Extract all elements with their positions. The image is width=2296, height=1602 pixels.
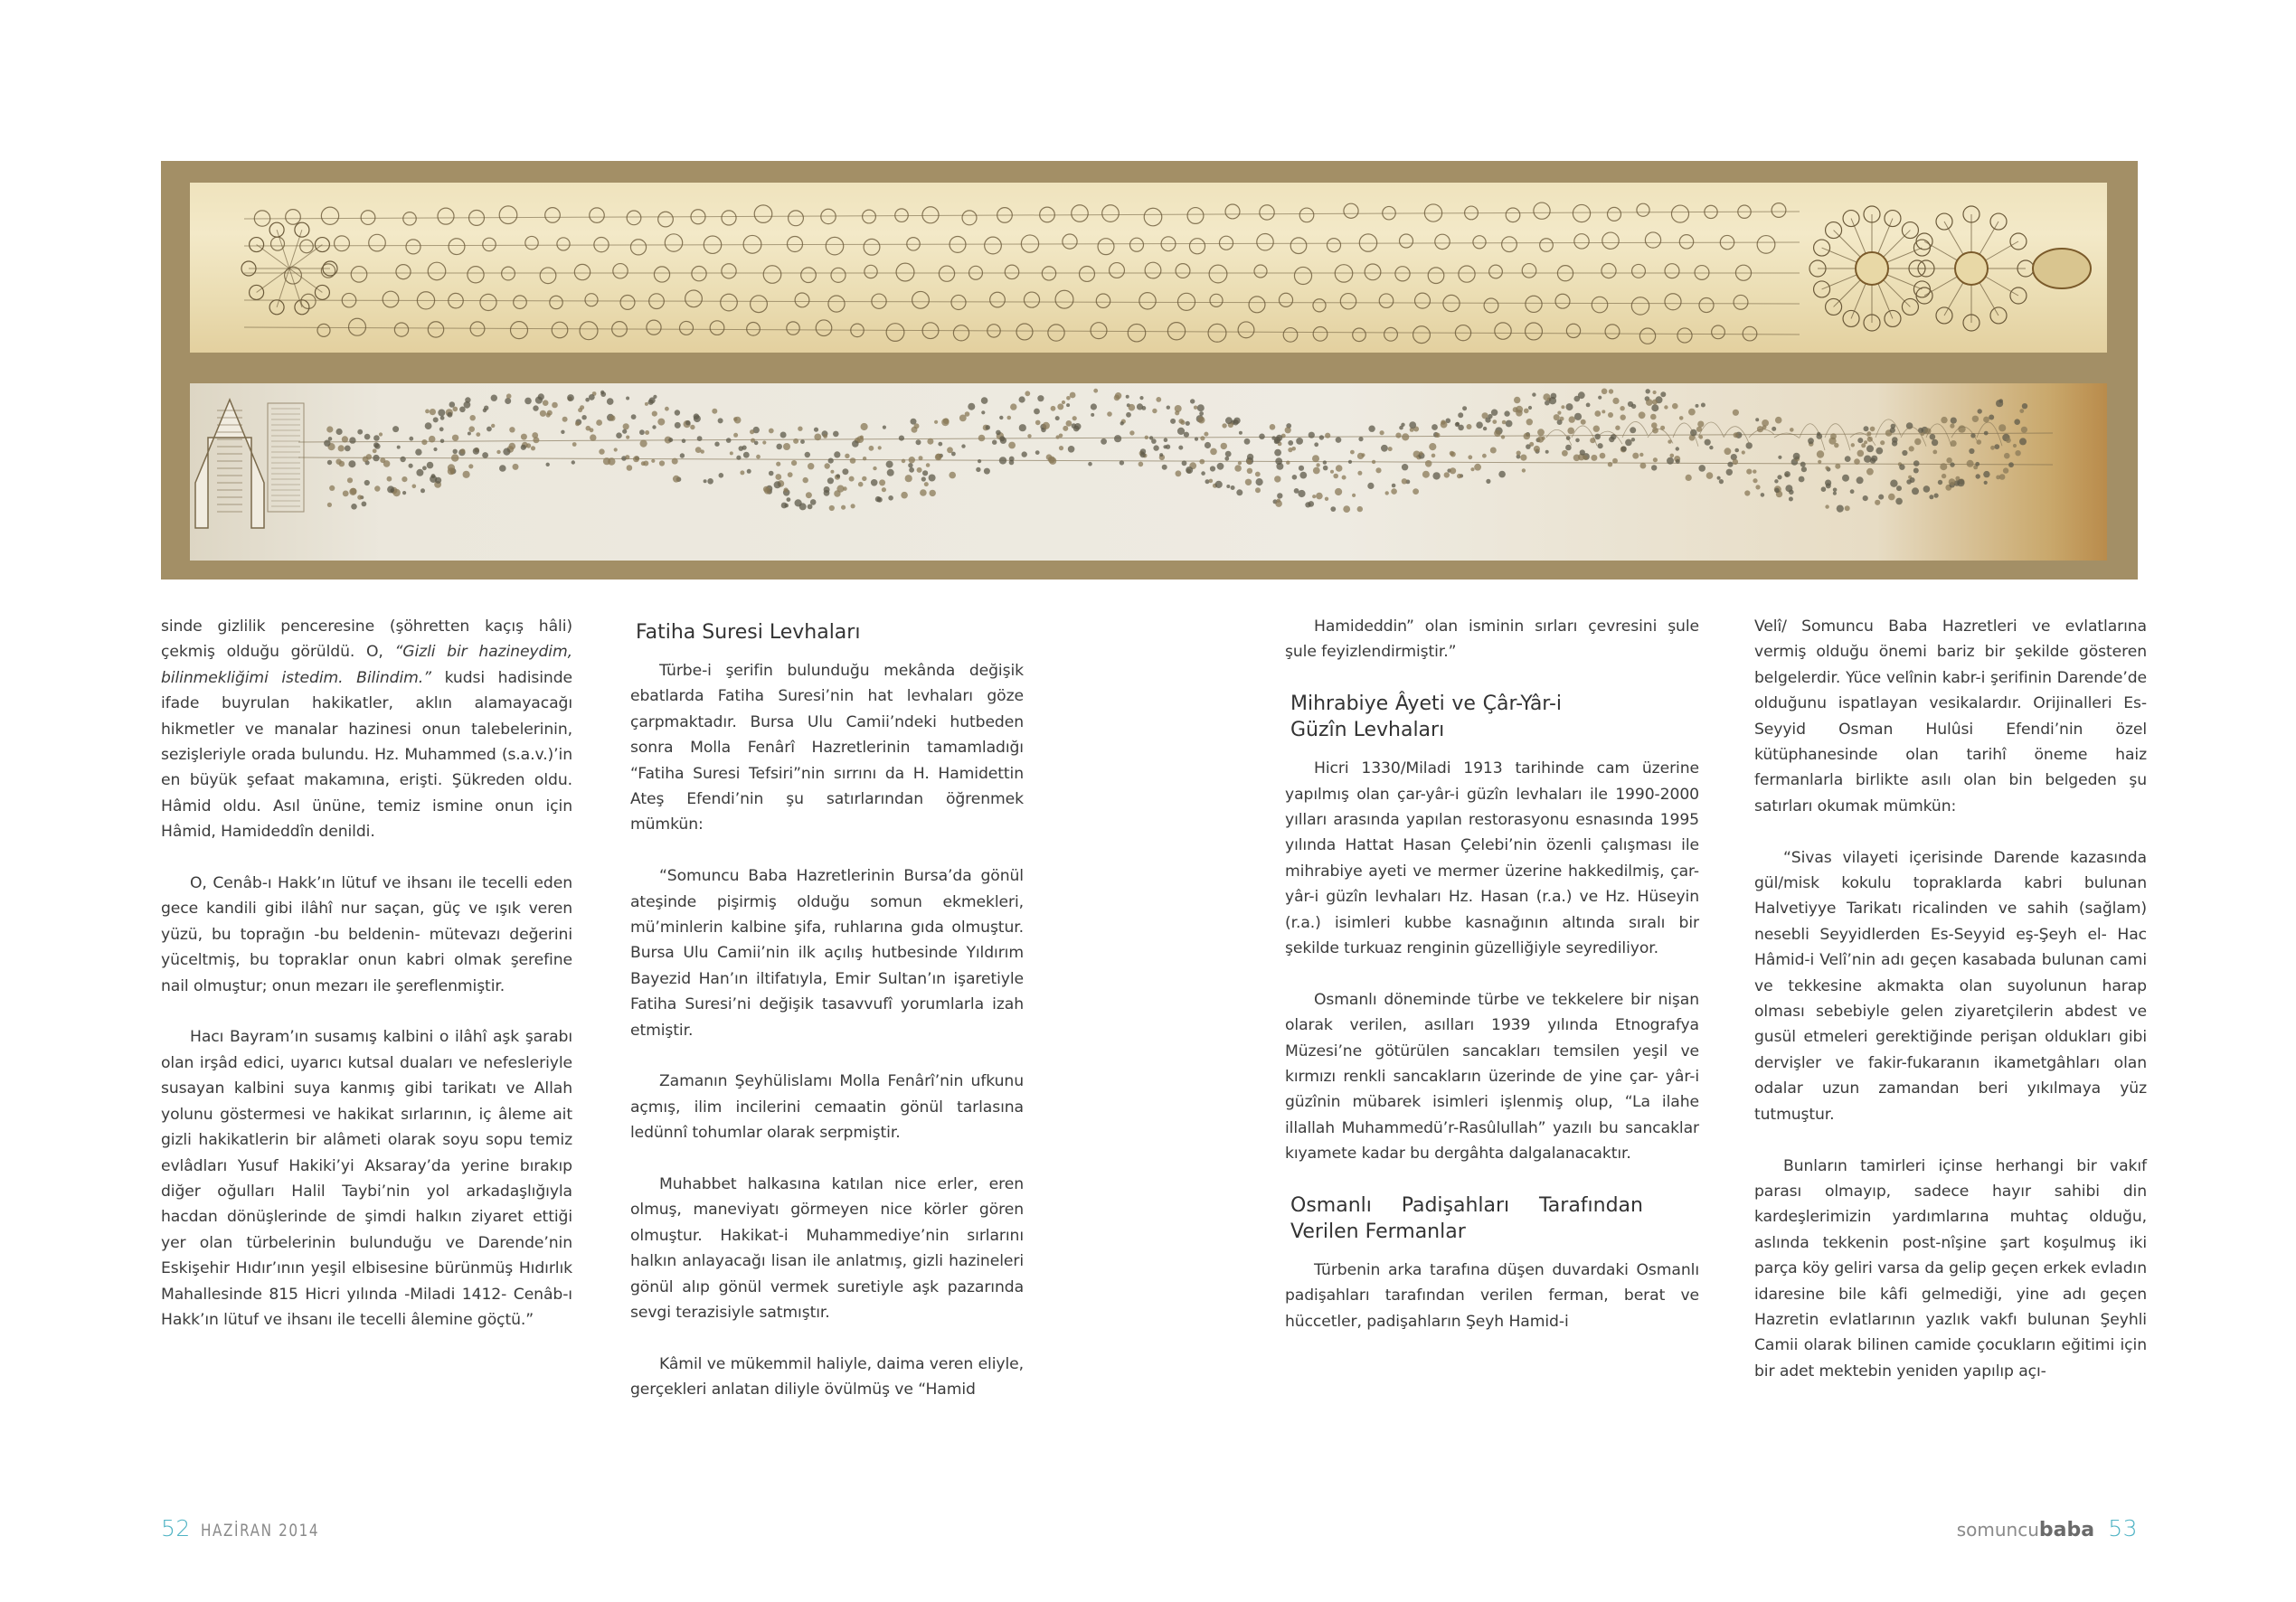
folio-left [161,1515,349,1541]
section-heading: Osmanlı Padişahları Tarafından Verilen Fermanlar [1290,1194,1643,1244]
issue-date: HAZİRAN 2014 [200,1521,320,1541]
magazine-logo-bold: baba [2038,1519,2095,1541]
paragraph: O, Cenâb-ı Hakk’ın lütuf ve ihsanı ile tecelli eden gece kandili gibi ilâhî nur saçan, güç ve ışık veren yüzü, bu toprağın -bu beldenin- mütevazı değerini yüceltmiş, bu topraklar onun kabri olmak şerefine nail olmuştur; onun mezarı ile şereflenmiştir. [161,874,572,995]
article-column-1 [161,614,572,1359]
paragraph: Osmanlı döneminde türbe ve tekkelere bir nişan olarak verilen, asılları 1939 yılında Etnografya Müzesi’ne götürülen sancakları temsilen yeşil ve kırmızı renkli sancakların üzerinde de yine çar- yâr-i güzînin mübarek isimleri işlenmiş olup, “La ilahe illallah Muhammedü’r-Rasûlullah” yazılı bu sancaklar kıyamete kadar bu dergâhta dalgalanacaktır. [1285,990,1699,1164]
quote-paragraph: Zamanın Şeyhülislamı Molla Fenârî’nin ufkunu açmış, ilim incilerini cemaatin gönül tarlasına ledünnî tohumlar olarak serpmiştir. [630,1072,1024,1143]
paragraph: Hamideddin” olan isminin sırları çevresini şule şule feyizlendirmiştir.” [1285,617,1699,662]
quote-paragraph: “Somuncu Baba Hazretlerinin Bursa’da gönül ateşinde pişirmiş olduğu somun ekmekleri, mü’minlerin kalbine şifa, ruhlarına gıda olmuştur. Bursa Ulu Camii’nin ilk açılış hutbesinde Yıldırım Bayezid Han’ın iltifatıyla, Emir Sultan’ın işaretiyle Fatiha Suresi’ni değişik tasavvufî yorumlarla izah etmiştir. [630,867,1024,1040]
quote-paragraph: “Sivas vilayeti içerisinde Darende kazasında gül/misk kokulu topraklarda kabri bulunan Halvetiyye Tarikatı ricalinden ve sahih (sağlam) nesebli Seyyidlerden Es-Seyyid eş-Şeyh el- Hac Hâmid-i Velî’nin adı geçen kasabada bulunan cami ve tekkesine akmakta olan suyolunun harap olması sebebiyle gelen ziyaretçilerin abdest ve gusül etmeleri gerektiğinde perişan oldukları gibi dervişler ve fakir-fukaranın ikametgâhları olan odalar uzun zamandan beri yıkılmaya yüz tutmuştur. [1754,848,2147,1124]
page-number-left: 52 [161,1515,191,1541]
genealogy-scroll-bottom-image [190,383,2107,561]
article-column-2 [630,614,1024,1428]
genealogy-tree-drawing-bottom [190,383,2107,561]
section-heading: Mihrabiye Âyeti ve Çâr-Yâr-i Güzîn Levhaları [1290,693,1562,742]
folio-right [1957,1515,2138,1541]
paragraph: sinde gizlilik penceresine (şöhretten kaçış hâli) çekmiş olduğu görüldü. O, “Gizli bir hazineydim, bilinmekliğimi istedim. Bilindim.” kudsi hadisinde ifade buyrulan hakikatler, aklın alamayacağı hikmetler ve manalar hazinesi onun talebelerinin, sezişleriyle orada bulundu. Hz. Muhammed (s.a.v.)’in en büyük şefaat makamına, erişti. Şükreden oldu. Hâmid oldu. Asıl ününe, temiz ismine onun için Hâmid, Hamideddîn denildi. [161,617,572,842]
section-heading: Fatiha Suresi Levhaları [636,621,861,644]
magazine-logo-light: somuncu [1956,1519,2039,1541]
paragraph: Velî/ Somuncu Baba Hazretleri ve evlatlarına vermiş olduğu önemi bariz bir şekilde gösteren belgelerdir. Yüce velînin kabr-i şerifinin Darende’de olduğunu ispatlayan vesikalardır. Orijinalleri Es-Seyyid Osman Hulûsi Efendi’nin özel kütüphanesinde olan tarihî öneme haiz fermanlarla birlikte asılı olan bin belgeden şu satırları okumak mümkün: [1754,617,2147,815]
quote-paragraph: Kâmil ve mükemmil haliyle, daima veren eliyle, gerçekleri anlatan diliyle övülmüş ve “Hamid [630,1354,1024,1399]
genealogy-scroll-top-image [190,183,2107,353]
quote-paragraph: Bunların tamirleri içinse herhangi bir vakıf parası olmayıp, sadece hayır sahibi din kardeşlerimizin yardımlarına muhtaç olduğu, aslında tekkenin post-nîşine şart koşulmuş iki parça köy geliri varsa da gelip geçen erkek evladın idaresine bile kâfi gelmediği, yine adı geçen Hazretin evlatlarının yazlık vakfı bulunan Şeyhli Camii olarak bilinen camide çocukların eğitimi için bir adet mektebin yeniden yapılıp açı- [1754,1156,2147,1381]
quote-paragraph: Muhabbet halkasına katılan nice erler, eren olmuş, maneviyatı görmeyen nice körler gören olmuştur. Hakikat-i Muhammediye’nin sırlarını halkın anlayacağı lisan ile anlatmış, gizli hazineleri gönül alıp gönül vermek suretiyle aşk pazarında sevgi terazisiyle satmıştır. [630,1175,1024,1323]
magazine-logo [1956,1519,2095,1541]
article-column-3 [1285,614,1699,1361]
hadith-quote: “Gizli bir hazineydim, bilinmekliğimi istedim. Bilindim.” [161,643,572,687]
paragraph: Hacı Bayram’ın susamış kalbini o ilâhî aşk şarabı olan irşâd edici, uyarıcı kutsal duaları ve nefesleriyle susayan kalbini suya kanmış gibi tarikatı ve Allah yolunu göstermesi ve hakikat sırlarının, iç âleme ait gizli hakikatlerin bir alâmeti olarak soyu sopu temiz evlâdları Yusuf Hakiki’yi Aksaray’da yerine bırakıp diğer oğulları Halil Taybi’nin yol arkadaşlığıyla hacdan dönüşlerinde de şimdi halkın ziyaret ettiği yer olan türbelerinin bulunduğu ve Darende’nin Eskişehir Hıdır’ının yeşil elbisesine bürünmüş Hıdırlık Mahallesinde 815 Hicri yılında -Miladi 1412- Cenâb-ı Hakk’ın lütuf ve ihsanı ile tecelli âlemine göçtü.” [161,1028,572,1329]
article-column-4 [1754,614,2147,1410]
paragraph: Hicri 1330/Miladi 1913 tarihinde cam üzerine yapılmış olan çar-yâr-i güzîn levhaları ile 1990-2000 yılları arasında yapılan restorasyonu esnasında 1995 yılında Hattat Hasan Çelebi’nin özenli çalışması ile mihrabiye ayeti ve mermer üzerine hakkedilmiş, çar- yâr-i güzîn levhaları Hz. Hasan (r.a.) ve Hz. Hüseyin (r.a.) isimleri kubbe kasnağının altında sıralı bir şekilde turkuaz renginin güzelliğiyle seyrediliyor. [1285,759,1699,958]
paragraph: Türbenin arka tarafına düşen duvardaki Osmanlı padişahları tarafından verilen ferman, berat ve hüccetler, padişahların Şeyh Hamid-i [1285,1261,1699,1331]
paragraph: Türbe-i şerifin bulunduğu mekânda değişik ebatlarda Fatiha Suresi’nin hat levhaları göze çarpmaktadır. Bursa Ulu Camii’ndeki hutbeden sonra Molla Fenârî Hazretlerinin tamamladığı “Fatiha Suresi Tefsiri”nin sırrını da H. Hamidettin Ateş Efendi’nin şu satırlarından öğrenmek mümkün: [630,662,1024,834]
page-number-right: 53 [2108,1515,2138,1541]
genealogy-scroll-figure [161,161,2138,580]
genealogy-tree-drawing-top [190,183,2107,353]
